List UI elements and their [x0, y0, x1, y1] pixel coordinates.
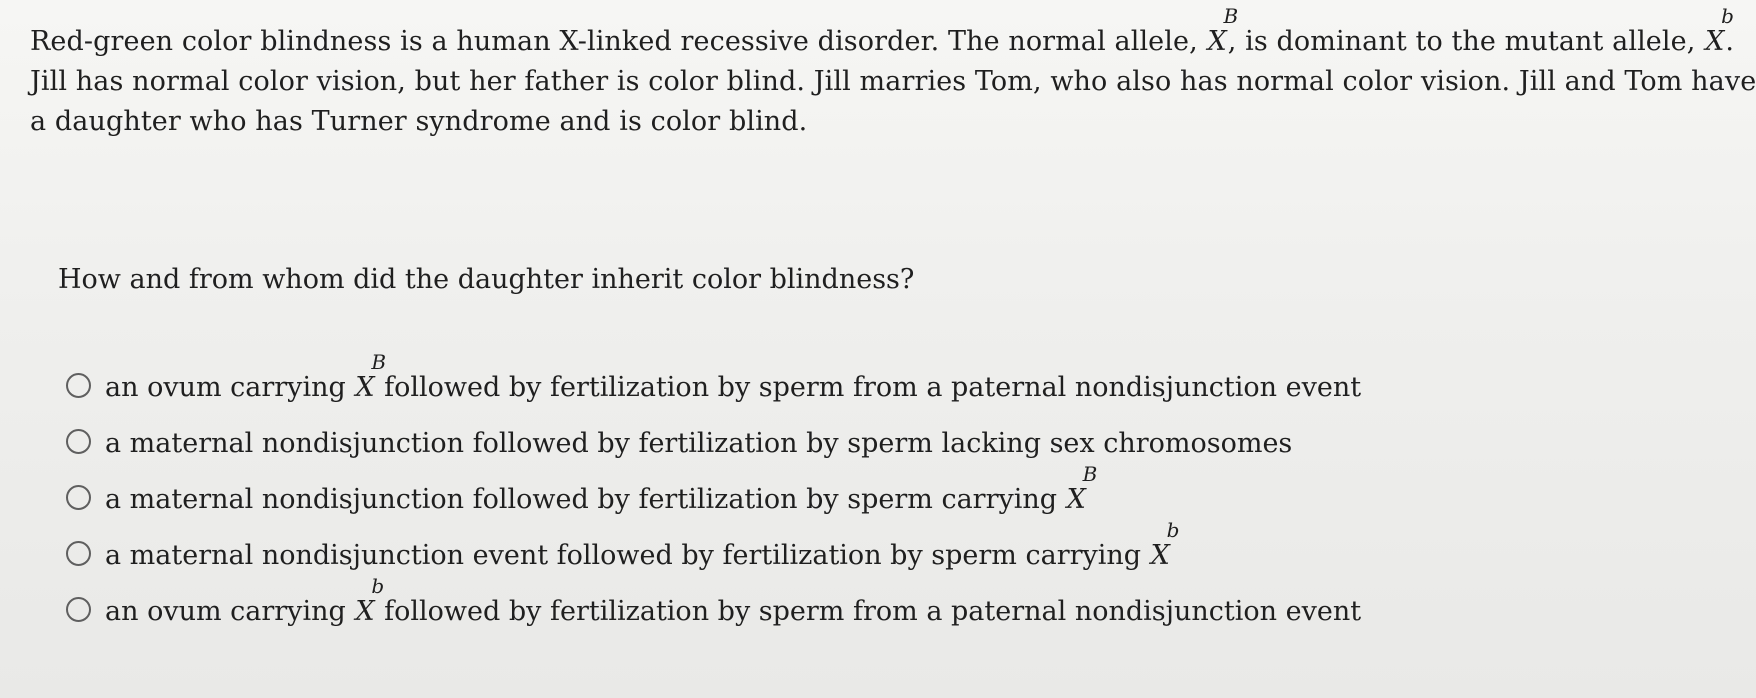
answer-choice-2-text: a maternal nondisjunction followed by fertilization by sperm lacking sex chromosomes — [105, 428, 1293, 459]
answer-choice-1[interactable] — [66, 350, 1626, 406]
answer-choice-3-allele-superscript: B — [1082, 462, 1098, 486]
answer-choice-5-text — [105, 574, 1362, 630]
question-line-1-text-b: , is dominant to the mutant allele, — [1227, 26, 1705, 57]
radio-button-icon[interactable] — [66, 429, 91, 454]
radio-button-icon[interactable] — [66, 597, 91, 622]
question-line-1 — [30, 4, 1735, 62]
question-line-1-text-a: Red-green color blindness is a human X-linked recessive disorder. The normal allele, — [30, 26, 1207, 57]
answer-choice-3-allele-base: X — [1066, 484, 1086, 515]
answer-choice-3-before: a maternal nondisjunction followed by fertilization by sperm carrying — [105, 484, 1066, 515]
answer-choice-1-before: an ovum carrying — [105, 372, 355, 403]
answer-choice-1-text — [105, 350, 1362, 406]
answer-choice-3[interactable] — [66, 462, 1626, 518]
answer-choice-5-allele-base: X — [355, 596, 375, 627]
question-line-1-end: . — [1725, 26, 1735, 57]
normal-allele-superscript: B — [1223, 4, 1239, 28]
answer-choices — [66, 350, 1626, 630]
question-prompt: How and from whom did the daughter inherit color blindness? — [58, 264, 915, 295]
radio-button-icon[interactable] — [66, 373, 91, 398]
answer-choice-1-allele — [355, 350, 387, 406]
question-line-3: a daughter who has Turner syndrome and is color blind. — [30, 106, 808, 137]
answer-choice-1-allele-superscript: B — [371, 350, 387, 374]
mutant-allele — [1705, 4, 1734, 62]
answer-choice-2[interactable] — [66, 406, 1626, 462]
answer-choice-3-text — [105, 462, 1098, 518]
mutant-allele-superscript: b — [1721, 4, 1734, 28]
answer-choice-4-allele-superscript: b — [1166, 518, 1180, 542]
question-text — [30, 4, 1756, 142]
answer-choice-4-text — [105, 518, 1180, 574]
radio-button-icon[interactable] — [66, 541, 91, 566]
normal-allele-base: X — [1207, 26, 1227, 57]
answer-choice-1-after: followed by fertilization by sperm from a paternal nondisjunction event — [375, 372, 1362, 403]
answer-choice-5-after: followed by fertilization by sperm from a paternal nondisjunction event — [375, 596, 1362, 627]
answer-choice-4-allele — [1150, 518, 1180, 574]
answer-choice-4[interactable] — [66, 518, 1626, 574]
answer-choice-4-before: a maternal nondisjunction event followed by fertilization by sperm carrying — [105, 540, 1150, 571]
answer-choice-5-allele — [355, 574, 385, 630]
answer-choice-3-allele — [1066, 462, 1098, 518]
normal-allele — [1207, 4, 1239, 62]
answer-choice-5[interactable] — [66, 574, 1626, 630]
answer-choice-5-before: an ovum carrying — [105, 596, 355, 627]
answer-choice-5-allele-superscript: b — [371, 574, 385, 598]
answer-choice-4-allele-base: X — [1150, 540, 1170, 571]
answer-choice-1-allele-base: X — [355, 372, 375, 403]
mutant-allele-base: X — [1705, 26, 1725, 57]
question-line-2: Jill has normal color vision, but her father is color blind. Jill marries Tom, who also has normal color vision. Jill and Tom have — [30, 66, 1756, 97]
radio-button-icon[interactable] — [66, 485, 91, 510]
